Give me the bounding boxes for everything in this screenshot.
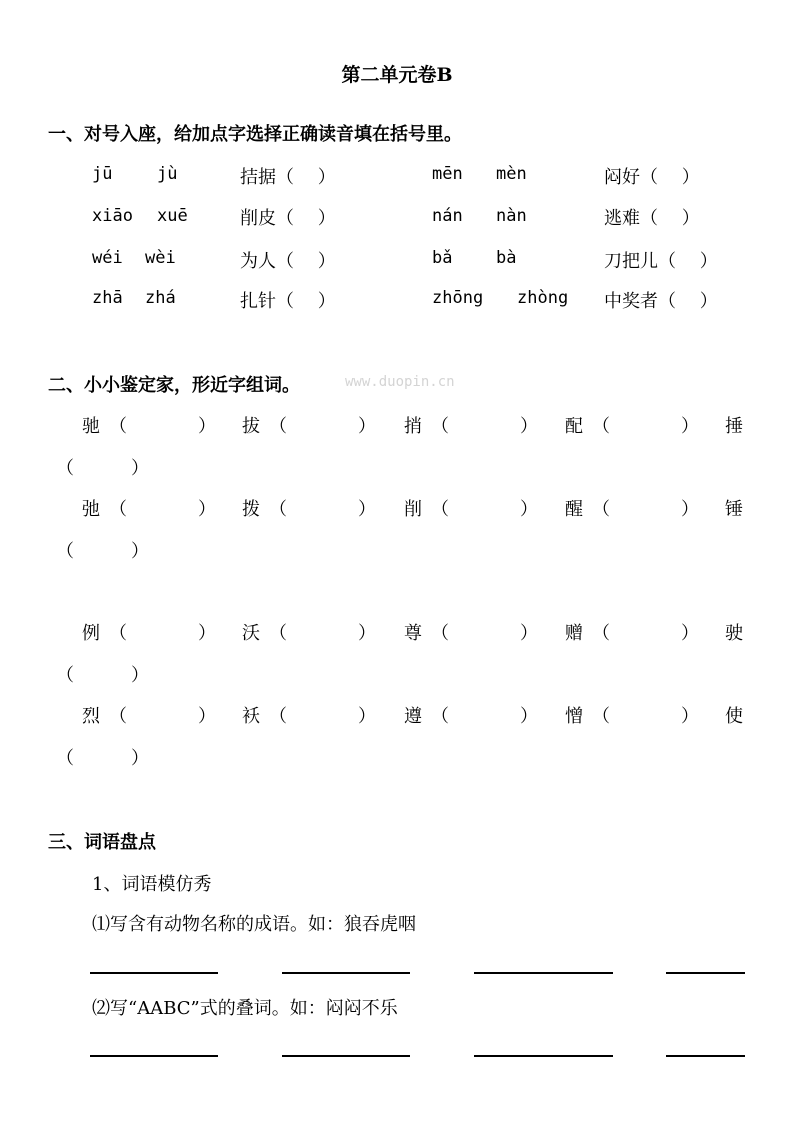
- blank-paren-close: ）: [520, 706, 538, 727]
- answer-line[interactable]: [474, 972, 613, 974]
- target-character: 拨: [242, 499, 260, 520]
- pinyin-option: zhòng: [517, 288, 569, 308]
- pinyin-option: nán: [432, 206, 463, 226]
- blank-paren-close: ）: [198, 416, 216, 437]
- section1-heading: 一、对号入座，给加点字选择正确读音填在括号里。: [48, 124, 462, 145]
- blank-paren-open: （: [109, 706, 127, 727]
- blank-paren-close: ）: [520, 623, 538, 644]
- blank-paren-open: （: [269, 623, 287, 644]
- answer-line[interactable]: [474, 1055, 613, 1057]
- word-with-blank: 削皮（ ）: [240, 208, 336, 229]
- pinyin-option: jū: [92, 164, 113, 184]
- blank-paren-open: （: [269, 706, 287, 727]
- blank-paren-open: （: [269, 416, 287, 437]
- target-character: 沃: [242, 623, 260, 644]
- target-character: 配: [565, 416, 583, 437]
- target-character: 醒: [565, 499, 583, 520]
- word-with-blank: 刀把儿（ ）: [604, 251, 718, 272]
- answer-line[interactable]: [90, 972, 218, 974]
- target-character: 例: [82, 623, 100, 644]
- word-with-blank: 拮据（ ）: [240, 167, 336, 188]
- target-character: 驰: [82, 416, 100, 437]
- target-character: 捎: [404, 416, 422, 437]
- answer-line[interactable]: [282, 972, 410, 974]
- word-with-blank: 中奖者（ ）: [604, 291, 718, 312]
- blank-paren-close: ）: [681, 706, 699, 727]
- blank-paren-open: （: [109, 623, 127, 644]
- blank-paren-close: ）: [358, 499, 376, 520]
- pinyin-option: bǎ: [432, 248, 453, 268]
- blank-paren-open: （: [431, 416, 449, 437]
- blank-paren-open: （: [56, 458, 74, 479]
- blank-paren-open: （: [592, 623, 610, 644]
- target-character: 锤: [725, 499, 743, 520]
- blank-paren-open: （: [56, 541, 74, 562]
- blank-paren-close: ）: [681, 623, 699, 644]
- blank-paren-close: ）: [358, 706, 376, 727]
- blank-paren-close: ）: [358, 623, 376, 644]
- blank-paren-close: ）: [520, 416, 538, 437]
- pinyin-option: zhá: [145, 288, 176, 308]
- word-with-blank: 扎针（ ）: [240, 291, 336, 312]
- target-character: 憎: [565, 706, 583, 727]
- word-with-blank: 为人（ ）: [240, 251, 336, 272]
- blank-paren-close: ）: [131, 665, 149, 686]
- target-character: 遵: [404, 706, 422, 727]
- target-character: 赠: [565, 623, 583, 644]
- blank-paren-close: ）: [520, 499, 538, 520]
- question-2: ⑵写“AABC”式的叠词。如：闷闷不乐: [92, 998, 398, 1019]
- blank-paren-open: （: [56, 665, 74, 686]
- pinyin-option: bà: [496, 248, 517, 268]
- blank-paren-open: （: [431, 499, 449, 520]
- target-character: 削: [404, 499, 422, 520]
- question-1: ⑴写含有动物名称的成语。如：狼吞虎咽: [92, 914, 416, 935]
- section3-heading: 三、词语盘点: [48, 832, 156, 853]
- blank-paren-close: ）: [198, 706, 216, 727]
- blank-paren-close: ）: [198, 499, 216, 520]
- target-character: 袄: [242, 706, 260, 727]
- blank-paren-close: ）: [131, 458, 149, 479]
- page-title: 第二单元卷B: [341, 64, 453, 86]
- word-with-blank: 闷好（ ）: [604, 167, 700, 188]
- target-character: 驶: [725, 623, 743, 644]
- blank-paren-open: （: [269, 499, 287, 520]
- blank-paren-close: ）: [131, 541, 149, 562]
- blank-paren-close: ）: [198, 623, 216, 644]
- watermark: www.duopin.cn: [345, 374, 455, 390]
- pinyin-option: xiāo: [92, 206, 133, 226]
- target-character: 使: [725, 706, 743, 727]
- target-character: 烈: [82, 706, 100, 727]
- pinyin-option: mēn: [432, 164, 463, 184]
- blank-paren-close: ）: [358, 416, 376, 437]
- blank-paren-close: ）: [681, 416, 699, 437]
- blank-paren-open: （: [431, 706, 449, 727]
- pinyin-option: xuē: [157, 206, 188, 226]
- target-character: 弛: [82, 499, 100, 520]
- blank-paren-open: （: [592, 706, 610, 727]
- pinyin-option: zhōng: [432, 288, 484, 308]
- blank-paren-close: ）: [681, 499, 699, 520]
- answer-line[interactable]: [90, 1055, 218, 1057]
- answer-line[interactable]: [666, 1055, 745, 1057]
- answer-line[interactable]: [282, 1055, 410, 1057]
- blank-paren-open: （: [56, 748, 74, 769]
- blank-paren-open: （: [109, 416, 127, 437]
- blank-paren-open: （: [109, 499, 127, 520]
- blank-paren-open: （: [592, 416, 610, 437]
- pinyin-option: wèi: [145, 248, 176, 268]
- pinyin-option: mèn: [496, 164, 527, 184]
- target-character: 捶: [725, 416, 743, 437]
- pinyin-option: wéi: [92, 248, 123, 268]
- section2-heading: 二、小小鉴定家，形近字组词。: [48, 375, 300, 396]
- blank-paren-close: ）: [131, 748, 149, 769]
- pinyin-option: zhā: [92, 288, 123, 308]
- target-character: 拔: [242, 416, 260, 437]
- blank-paren-open: （: [431, 623, 449, 644]
- blank-paren-open: （: [592, 499, 610, 520]
- target-character: 尊: [404, 623, 422, 644]
- subsection-title: 1、词语模仿秀: [92, 874, 212, 895]
- pinyin-option: nàn: [496, 206, 527, 226]
- word-with-blank: 逃难（ ）: [604, 208, 700, 229]
- pinyin-option: jù: [157, 164, 178, 184]
- answer-line[interactable]: [666, 972, 745, 974]
